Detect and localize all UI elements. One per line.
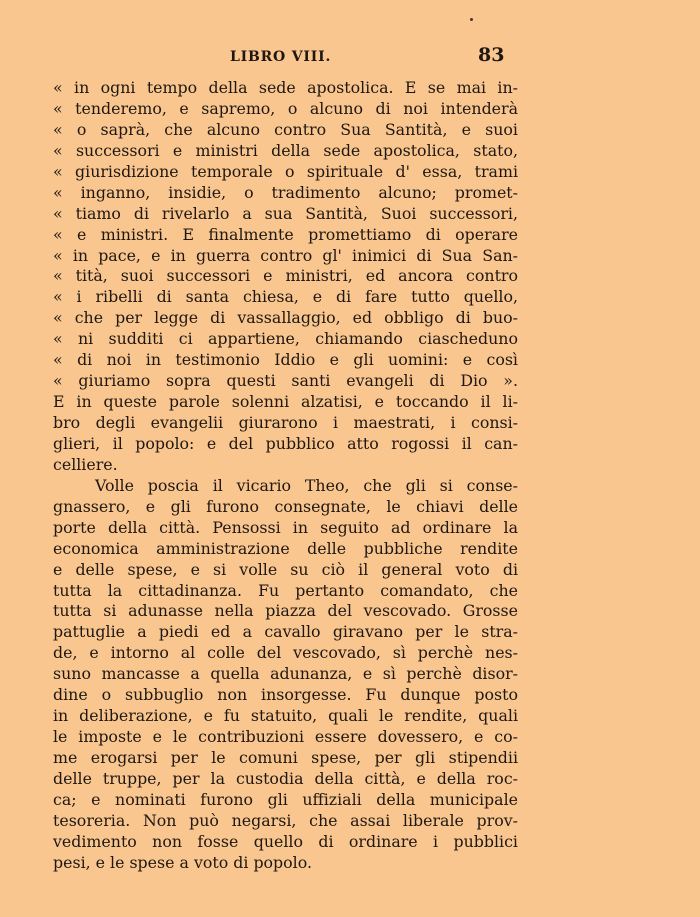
text-line: « ni sudditi ci appartiene, chiamando ciascheduno bbox=[53, 329, 518, 349]
text-line: in deliberazione, e fu statuito, quali le rendite, quali bbox=[53, 706, 518, 726]
text-line: delle truppe, per la custodia della città, e della roc- bbox=[53, 768, 518, 788]
text-line: « giuriamo sopra questi santi evangeli di Dio ». bbox=[53, 371, 518, 391]
main-text bbox=[53, 78, 518, 874]
text-line: economica amministrazione delle pubbliche rendite bbox=[53, 538, 518, 558]
text-line: « i ribelli di santa chiesa, e di fare tutto quello, bbox=[53, 287, 518, 307]
text-line: porte della città. Pensossi in seguito ad ordinare la bbox=[53, 517, 518, 537]
text-line: tesoreria. Non può negarsi, che assai liberale prov- bbox=[53, 810, 518, 830]
text-line: « successori e ministri della sede apostolica, stato, bbox=[53, 140, 518, 160]
text-line: « giurisdizione temporale o spirituale d' essa, trami bbox=[53, 161, 518, 181]
paragraph-administration bbox=[53, 476, 518, 874]
text-line: le imposte e le contribuzioni essere dovessero, e co- bbox=[53, 727, 518, 747]
ink-speck bbox=[470, 18, 473, 21]
text-line: ca; e nominati furono gli uffiziali della municipale bbox=[53, 789, 518, 809]
text-line: bro degli evangelii giurarono i maestrati, i consi- bbox=[53, 413, 518, 432]
text-line: E in queste parole solenni alzatisi, e toccando il li- bbox=[53, 392, 518, 412]
text-line: pattuglie a piedi ed a cavallo giravano per le stra- bbox=[53, 622, 518, 642]
text-line: « o saprà, che alcuno contro Sua Santità, e suoi bbox=[53, 119, 518, 139]
text-line: dine o subbuglio non insorgesse. Fu dunque posto bbox=[53, 685, 518, 705]
text-line: suno mancasse a quella adunanza, e sì perchè disor- bbox=[53, 664, 518, 684]
text-line: « e ministri. E finalmente promettiamo di operare bbox=[53, 224, 518, 244]
text-line: « di noi in testimonio Iddio e gli uomini: e così bbox=[53, 350, 518, 370]
paragraph-oath bbox=[53, 78, 518, 476]
text-line: glieri, il popolo: e del pubblico atto rogossi il can- bbox=[53, 433, 518, 453]
text-line: « tiamo di rivelarlo a sua Santità, Suoi successori, bbox=[53, 203, 518, 223]
text-line: me erogarsi per le comuni spese, per gli stipendii bbox=[53, 748, 518, 767]
text-line: « tenderemo, e sapremo, o alcuno di noi intenderà bbox=[53, 98, 518, 118]
text-line: « in ogni tempo della sede apostolica. E se mai in- bbox=[53, 78, 518, 97]
text-line: celliere. bbox=[53, 454, 118, 474]
text-line: e delle spese, e si volle su ciò il general voto di bbox=[53, 559, 518, 579]
text-line: « in pace, e in guerra contro gl' inimici di Sua San- bbox=[53, 245, 518, 265]
text-line: vedimento non fosse quello di ordinare i pubblici bbox=[53, 831, 518, 851]
running-head: LIBRO VIII. bbox=[230, 49, 332, 65]
text-line: de, e intorno al colle del vescovado, sì perchè nes- bbox=[53, 643, 518, 663]
text-line: « inganno, insidie, o tradimento alcuno; promet- bbox=[53, 182, 518, 202]
text-line: tutta si adunasse nella piazza del vescovado. Grosse bbox=[53, 601, 518, 621]
text-line: « che per legge di vassallaggio, ed obbligo di buo- bbox=[53, 308, 518, 328]
text-line: Volle poscia il vicario Theo, che gli si conse- bbox=[95, 475, 518, 495]
text-line: « tità, suoi successori e ministri, ed ancora contro bbox=[53, 266, 518, 286]
page-number: 83 bbox=[478, 44, 505, 66]
text-line: pesi, e le spese a voto di popolo. bbox=[53, 852, 312, 872]
text-line: gnassero, e gli furono consegnate, le chiavi delle bbox=[53, 496, 518, 516]
text-line: tutta la cittadinanza. Fu pertanto comandato, che bbox=[53, 580, 518, 600]
